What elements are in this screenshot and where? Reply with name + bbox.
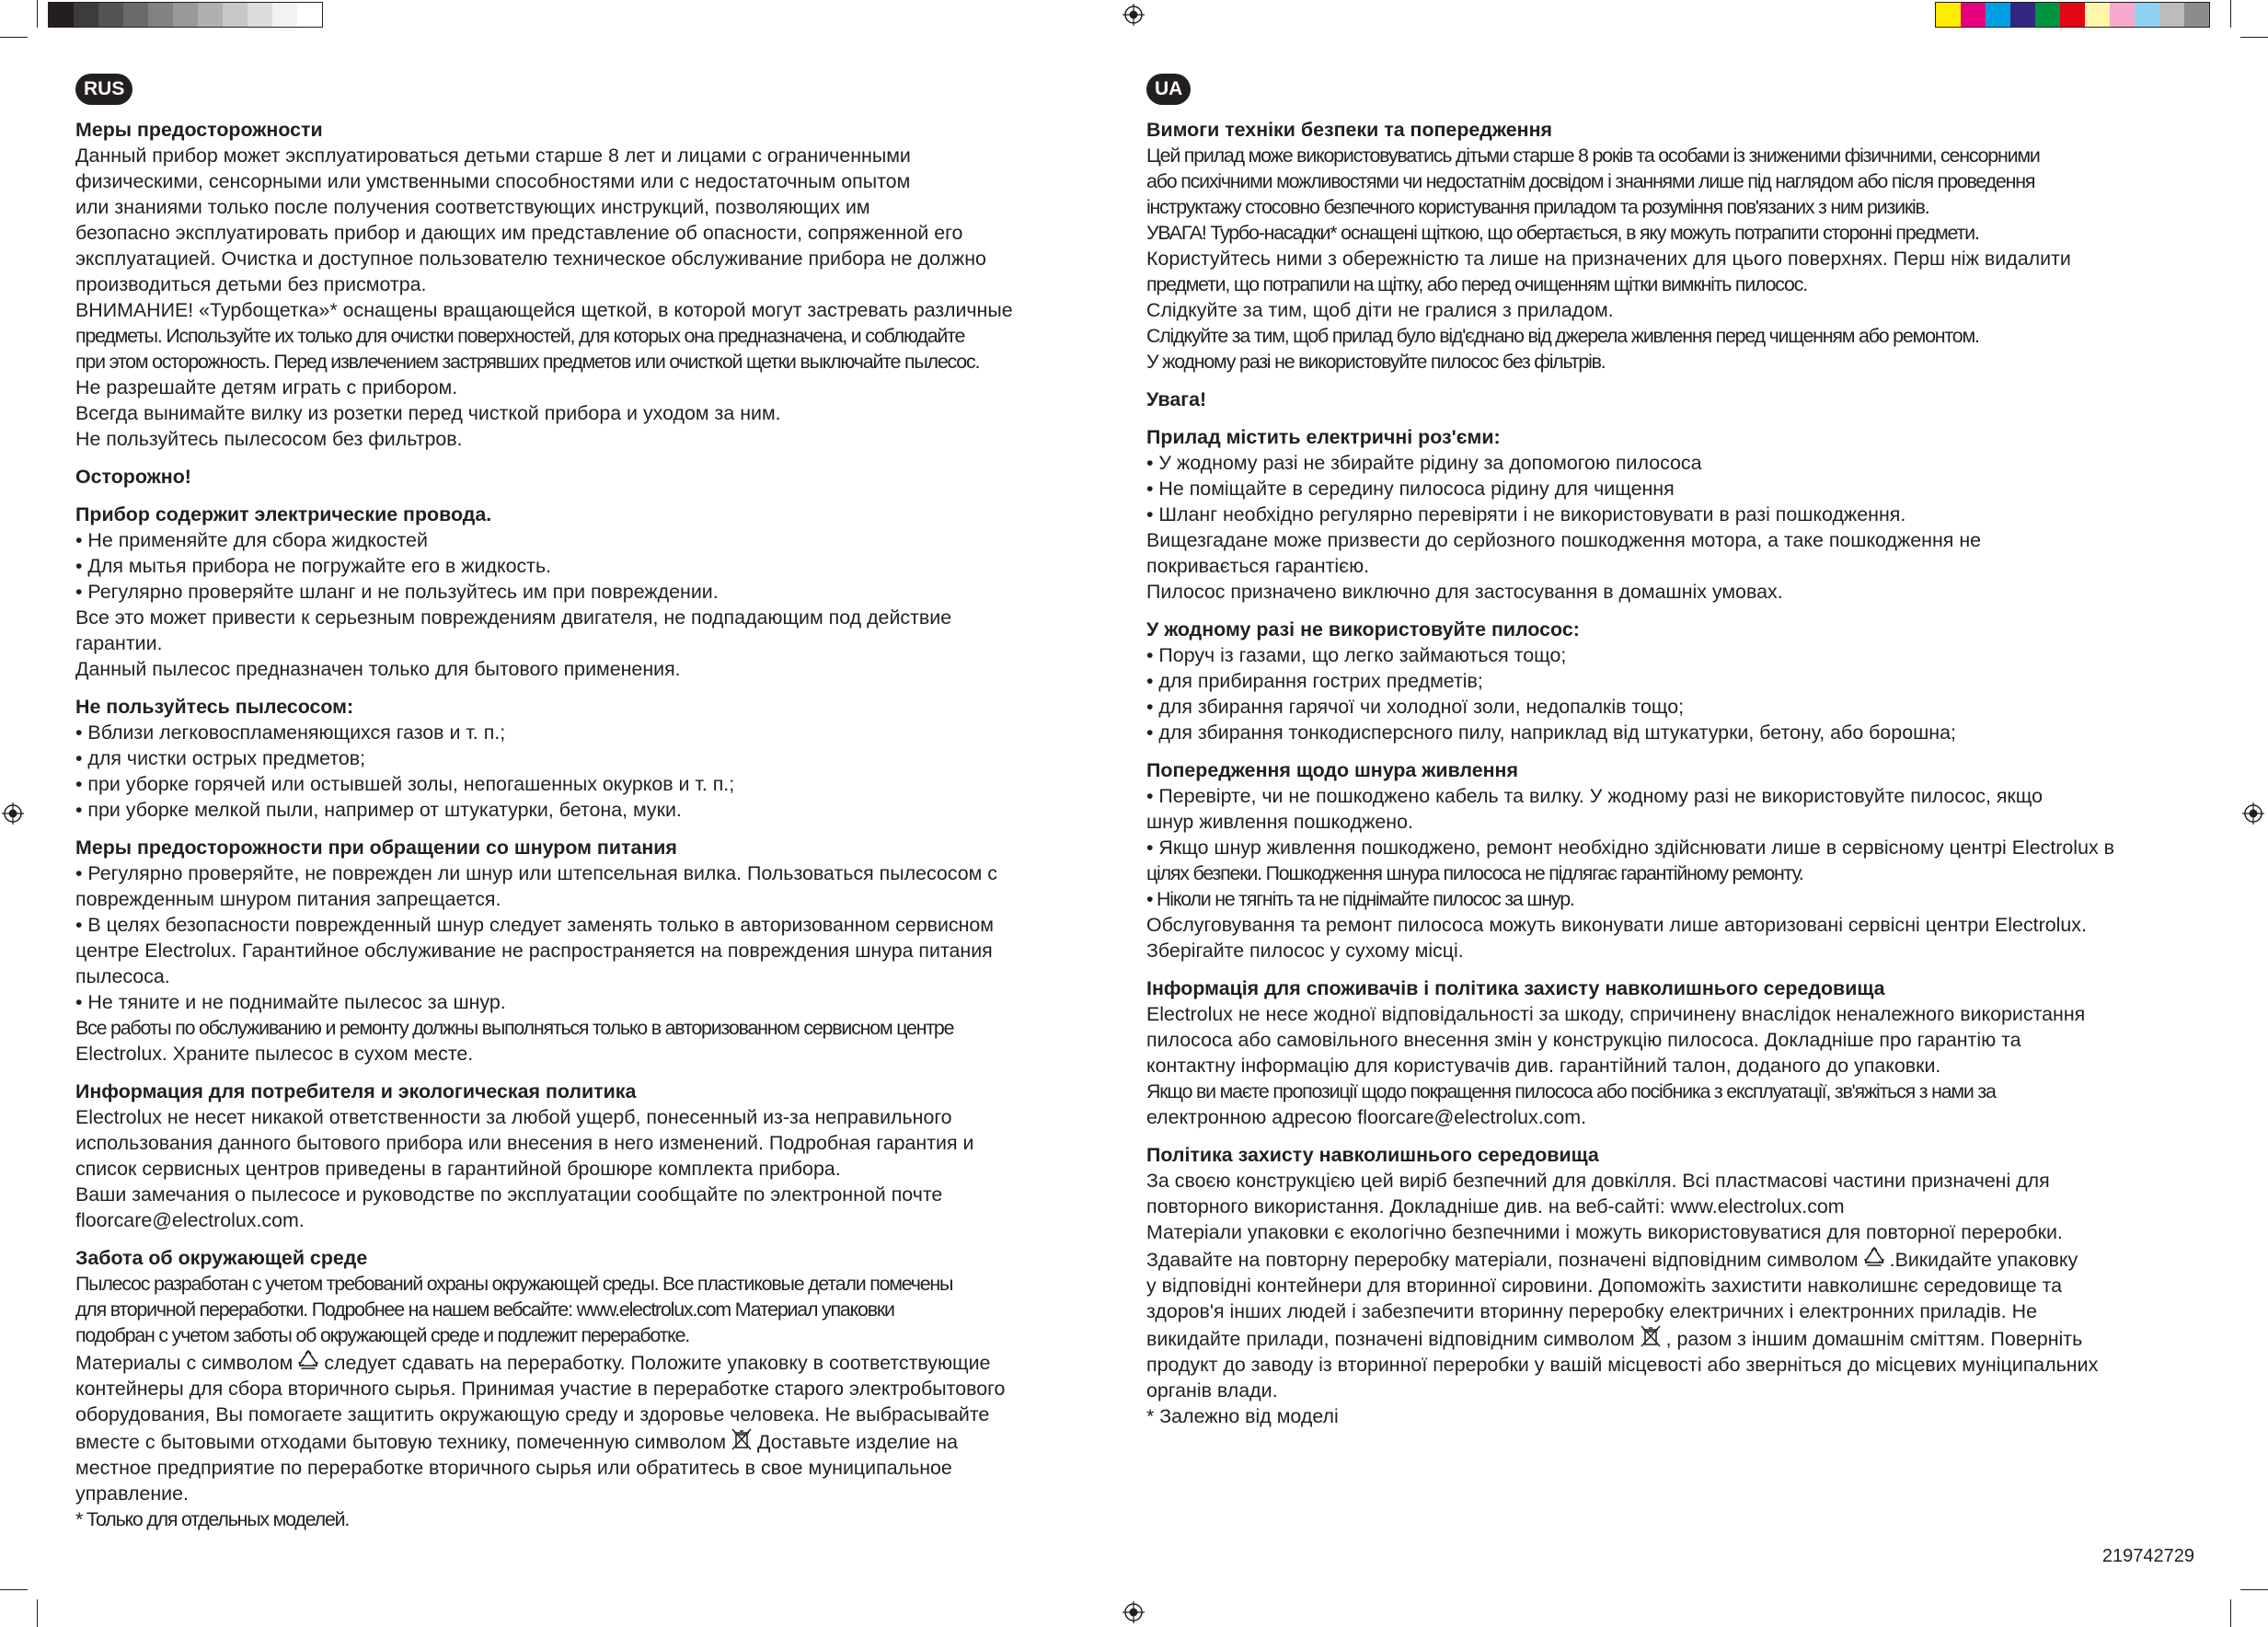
line-text: гарантии. [75, 632, 163, 654]
line-text: центре Electrolux. Гарантийное обслуживание не распространяется на повреждения шнура питания [75, 940, 993, 962]
color-swatch [198, 3, 223, 27]
line-text-continued: Доставьте изделие на [757, 1431, 958, 1453]
text-line [1146, 1245, 2195, 1273]
color-swatch [1936, 3, 1961, 27]
color-swatch [173, 3, 198, 27]
text-line [1146, 1219, 2195, 1245]
text-line [75, 1481, 1124, 1506]
line-text: Прилад містить електричні роз'єми: [1146, 426, 1501, 448]
line-text: Всегда вынимайте вилку из розетки перед чисткой прибора и уходом за ним. [75, 402, 781, 424]
text-line [1146, 476, 2195, 502]
line-text: Не пользуйтесь пылесосом без фильтров. [75, 428, 463, 450]
color-swatch [248, 3, 272, 27]
section-heading [1146, 387, 2195, 412]
text-line [75, 426, 1124, 452]
line-text: • Вблизи легковоспламеняющихся газов и т. п.; [75, 721, 506, 744]
ua-column [1146, 74, 2195, 1429]
line-text: Все работы по обслуживанию и ремонту должны выполняться только в авторизованном сервисном центре [75, 1017, 954, 1039]
text-line [75, 860, 1124, 886]
text-line [1146, 323, 2195, 349]
line-text: * Только для отдельных моделей. [75, 1508, 350, 1530]
line-text: • У жодному разі не збирайте рідину за допомогою пилососа [1146, 452, 1702, 474]
line-text: органів влади. [1146, 1379, 1278, 1402]
text-line [1146, 297, 2195, 323]
line-text: Цей прилад може використовуватись дітьми старше 8 років та особами із зниженими фізичними, сенсорними [1146, 144, 2040, 167]
line-text: • Не тяните и не поднимайте пылесос за шнур. [75, 991, 506, 1013]
line-text: местное предприятие по переработке вторичного сырья или обратитесь в свое муниципальное [75, 1457, 952, 1479]
text-line [75, 938, 1124, 964]
line-text: здоров'я інших людей і забезпечити вторинну переробку електричних і електронних приладів. Не [1146, 1300, 2037, 1322]
registration-mark-icon [1122, 4, 1145, 26]
line-text: Electrolux не несе жодної відповідальності за шкоду, спричинену внаслідок неналежного використання [1146, 1003, 2086, 1025]
line-text: Меры предосторожности при обращении со шнуром питания [75, 837, 677, 859]
text-line [1146, 1168, 2195, 1194]
color-swatch [1961, 3, 1986, 27]
text-line [75, 1041, 1124, 1067]
text-line [1146, 271, 2195, 297]
line-text: управление. [75, 1483, 189, 1505]
text-line [1146, 912, 2195, 938]
text-line [1146, 1273, 2195, 1298]
text-line [1146, 1352, 2195, 1378]
text-line [75, 1130, 1124, 1156]
line-text: Здавайте на повторну переробку матеріали, позначені відповідним символом [1146, 1249, 1859, 1271]
line-text: У жодному разі не використовуйте пилосос: [1146, 618, 1580, 640]
line-text: подобран с учетом заботы об окружающей среде и подлежит переработке. [75, 1324, 690, 1346]
crop-mark [0, 37, 28, 38]
text-line [75, 349, 1124, 375]
text-line [1146, 502, 2195, 527]
section-heading [75, 835, 1124, 860]
text-line [75, 912, 1124, 938]
line-text: викидайте прилади, позначені відповідним символом [1146, 1328, 1635, 1350]
text-line [1146, 579, 2195, 605]
line-text: • при уборке мелкой пыли, например от штукатурки, бетона, муки. [75, 799, 682, 821]
line-text: або психічними можливостями чи недостатнім досвідом і знаннями лише під наглядом або після проведення [1146, 170, 2035, 192]
text-line [75, 1015, 1124, 1041]
registration-mark-icon [2242, 802, 2264, 825]
line-text: • для чистки острых предметов; [75, 747, 366, 769]
language-badge-rus: RUS [75, 74, 132, 105]
crop-mark [2240, 1589, 2268, 1590]
line-text: Данный прибор может эксплуатироваться детьми старше 8 лет и лицами с ограниченными [75, 144, 911, 167]
line-text: Політика захисту навколишнього середовища [1146, 1144, 1599, 1166]
color-swatch [2110, 3, 2135, 27]
line-text: Меры предосторожности [75, 119, 323, 141]
section-heading [1146, 975, 2195, 1001]
text-line [1146, 450, 2195, 476]
crop-mark [37, 1599, 38, 1627]
line-text: пилососа або самовільного внесення змін у конструкцію пилососа. Докладніше про гарантію та [1146, 1029, 2021, 1051]
text-line [1146, 1053, 2195, 1079]
text-line [75, 246, 1124, 271]
text-line [1146, 809, 2195, 835]
line-text: Вищезгадане може призвести до серйозного пошкодження мотора, а таке пошкодження не [1146, 529, 1982, 551]
text-line [1146, 553, 2195, 579]
color-swatch [2085, 3, 2110, 27]
color-swatch [297, 3, 322, 27]
text-line [1146, 527, 2195, 553]
section-heading [75, 1079, 1124, 1104]
crop-mark [2230, 0, 2231, 28]
rus-text-body [75, 117, 1124, 1532]
color-swatch [74, 3, 98, 27]
line-text: производиться детьми без присмотра. [75, 273, 427, 295]
rus-column [75, 74, 1124, 1532]
line-text: Не пользуйтесь пылесосом: [75, 696, 354, 718]
line-text: Зберігайте пилосос у сухому місці. [1146, 940, 1464, 962]
line-text: Увага! [1146, 388, 1207, 410]
text-line [75, 1427, 1124, 1455]
line-text: продукт до заводу із вторинної переробки у вашій місцевості або зверніться до місцевих муніципальних [1146, 1354, 2099, 1376]
text-line [1146, 835, 2195, 860]
line-text: • Поруч із газами, що легко займаються тощо; [1146, 644, 1567, 666]
text-line [75, 1156, 1124, 1182]
crossed-bin-icon [730, 1427, 754, 1451]
crop-mark [37, 0, 38, 28]
text-line [1146, 1403, 2195, 1429]
text-line [1146, 220, 2195, 246]
line-text: эксплуатацией. Очистка и доступное пользователю техническое обслуживание прибора не должно [75, 248, 986, 270]
line-text: У жодному разі не використовуйте пилосос без фільтрів. [1146, 351, 1606, 373]
line-text: • В целях безопасности поврежденный шнур следует заменять только в авторизованном сервисном [75, 914, 995, 936]
text-line [75, 168, 1124, 194]
color-swatch [49, 3, 74, 27]
line-text: Electrolux. Храните пылесос в сухом месте. [75, 1043, 474, 1065]
line-text: Слідкуйте за тим, щоб діти не гралися з приладом. [1146, 299, 1614, 321]
line-text: цілях безпеки. Пошкодження шнура пилососа не підлягає гарантійному ремонту. [1146, 862, 1803, 884]
line-text: Якщо ви маєте пропозиції щодо покращення пилососа або посібника з експлуатації, зв'яжіться з нами за [1146, 1080, 1996, 1102]
line-text: предметы. Используйте их только для очистки поверхностей, для которых она предназначена, и соблюдайте [75, 325, 965, 347]
section-heading [75, 1245, 1124, 1271]
line-text: Вимоги техніки безпеки та попередження [1146, 119, 1552, 141]
text-line [1146, 1079, 2195, 1104]
text-line [1146, 860, 2195, 886]
section-heading [1146, 424, 2195, 450]
text-line [75, 630, 1124, 656]
line-text: Информация для потребителя и экологическая политика [75, 1080, 637, 1102]
line-text: • Для мытья прибора не погружайте его в жидкость. [75, 555, 552, 577]
line-text: • для прибирання гострих предметів; [1146, 670, 1483, 692]
line-text-continued: .Викидайте упаковку [1889, 1249, 2078, 1271]
text-line [1146, 1001, 2195, 1027]
recycle-icon [296, 1348, 320, 1372]
line-text: оборудования, Вы помогаете защитить окружающую среду и здоровье человека. Не выбрасывайте [75, 1403, 990, 1425]
text-line [75, 1104, 1124, 1130]
recycle-icon [1862, 1245, 1886, 1269]
text-line [1146, 1298, 2195, 1324]
crop-mark [0, 1589, 28, 1590]
text-line [75, 1402, 1124, 1427]
text-line [75, 797, 1124, 823]
line-text: • Не поміщайте в середину пилососа рідину для чищення [1146, 478, 1675, 500]
line-text: • для збирання гарячої чи холодної золи, недопалків тощо; [1146, 696, 1685, 718]
text-line [75, 771, 1124, 797]
text-line [75, 1455, 1124, 1481]
line-text: или знаниями только после получения соответствующих инструкций, позволяющих им [75, 196, 870, 218]
text-line [75, 400, 1124, 426]
text-line [1146, 168, 2195, 194]
line-text: безопасно эксплуатировать прибор и дающих им представление об опасности, сопряженной его [75, 222, 963, 244]
section-heading [1146, 617, 2195, 642]
text-line [75, 553, 1124, 579]
line-text: контейнеры для сбора вторичного сырья. Принимая участие в переработке старого электробытового [75, 1378, 1006, 1400]
line-text: • Перевірте, чи не пошкоджено кабель та вилку. У жодному разі не використовуйте пилосос, якщо [1146, 785, 2044, 807]
color-swatch [2135, 3, 2159, 27]
section-heading [75, 464, 1124, 490]
text-line [75, 964, 1124, 989]
line-text: повторного використання. Докладніше див. на веб-сайті: www.electrolux.com [1146, 1195, 1845, 1217]
line-text: использования данного бытового прибора или внесения в него изменений. Подробная гарантия и [75, 1132, 974, 1154]
line-text: • Ніколи не тягніть та не піднімайте пилосос за шнур. [1146, 888, 1574, 910]
text-line [1146, 694, 2195, 720]
registration-mark-icon [1122, 1601, 1145, 1623]
line-text: • при уборке горячей или остывшей золы, непогашенных окурков и т. п.; [75, 773, 735, 795]
text-line [1146, 1027, 2195, 1053]
line-text: Матеріали упаковки є екологічно безпечними і можуть використовуватися для повторної переробки. [1146, 1221, 2063, 1243]
line-text: • Регулярно проверяйте шланг и не пользуйтесь им при повреждении. [75, 581, 719, 603]
text-line [1146, 642, 2195, 668]
text-line [75, 745, 1124, 771]
text-line [75, 1182, 1124, 1207]
text-line [75, 271, 1124, 297]
line-text: пылесоса. [75, 965, 170, 987]
line-text: інструктажу стосовно безпечного користування приладом та розуміння пов'язаних з ним ризиків. [1146, 196, 1929, 218]
text-line [75, 194, 1124, 220]
registration-mark-icon [2, 802, 24, 825]
line-text: Інформація для споживачів і політика захисту навколишнього середовища [1146, 977, 1885, 999]
text-line [1146, 668, 2195, 694]
process-color-bar [1935, 2, 2210, 28]
text-line [1146, 1324, 2195, 1352]
text-line [75, 1271, 1124, 1297]
line-text: Прибор содержит электрические провода. [75, 503, 492, 525]
line-text: контактну інформацію для користувачів див. гарантійний талон, доданого до упаковки. [1146, 1055, 1941, 1077]
color-swatch [2035, 3, 2060, 27]
line-text: Electrolux не несет никакой ответственности за любой ущерб, понесенный из-за неправильного [75, 1106, 952, 1128]
document-code: 219742729 [2101, 1546, 2194, 1566]
text-line [75, 1348, 1124, 1376]
text-line [75, 220, 1124, 246]
line-text: при этом осторожность. Перед извлечением застрявших предметов или очисткой щетки выключайте пылесос. [75, 351, 980, 373]
crop-mark [2240, 37, 2268, 38]
text-line [1146, 886, 2195, 912]
text-line [1146, 349, 2195, 375]
line-text: • Не применяйте для сбора жидкостей [75, 529, 428, 551]
text-line [75, 1297, 1124, 1322]
line-text: floorcare@electrolux.com. [75, 1209, 305, 1231]
section-heading [1146, 1142, 2195, 1168]
line-text: Ваши замечания о пылесосе и руководстве по эксплуатации сообщайте по электронной почте [75, 1183, 943, 1206]
line-text: для вторичной переработки. Подробнее на нашем вебсайте: www.electrolux.com Материал упаковки [75, 1298, 894, 1321]
text-line [75, 1506, 1124, 1532]
text-line [1146, 1378, 2195, 1403]
line-text: Пилосос призначено виключно для застосування в домашніх умовах. [1146, 581, 1783, 603]
text-line [1146, 938, 2195, 964]
line-text-continued: следует сдавать на переработку. Положите упаковку в соответствующие [324, 1352, 991, 1374]
line-text: у відповідні контейнери для вторинної сировини. Допоможіть захистити навколишнє середовище та [1146, 1275, 2063, 1297]
line-text: Данный пылесос предназначен только для бытового применения. [75, 658, 681, 680]
text-line [1146, 194, 2195, 220]
text-line [75, 1376, 1124, 1402]
line-text: Не разрешайте детям играть с прибором. [75, 376, 458, 398]
text-line [75, 143, 1124, 168]
line-text: електронною адресою floorcare@electrolux.com. [1146, 1106, 1587, 1128]
color-swatch [2184, 3, 2209, 27]
line-text: Забота об окружающей среде [75, 1247, 368, 1269]
line-text: Материалы с символом [75, 1352, 294, 1374]
text-line [75, 1207, 1124, 1233]
line-text: Пылесос разработан с учетом требований охраны окружающей среды. Все пластиковые детали помечены [75, 1273, 953, 1295]
text-line [1146, 1194, 2195, 1219]
text-line [75, 656, 1124, 682]
line-text: шнур живлення пошкоджено. [1146, 811, 1413, 833]
line-text-continued: , разом з іншим домашнім сміттям. Поверніть [1665, 1328, 2083, 1350]
color-swatch [1986, 3, 2010, 27]
text-line [75, 886, 1124, 912]
text-line [75, 527, 1124, 553]
line-text: физическими, сенсорными или умственными способностями или с недостаточным опытом [75, 170, 911, 192]
color-swatch [2060, 3, 2085, 27]
line-text: вместе с бытовыми отходами бытовую технику, помеченную символом [75, 1431, 727, 1453]
text-line [75, 323, 1124, 349]
line-text: Обслуговування та ремонт пилососа можуть виконувати лише авторизовані сервісні центри Electrolux. [1146, 914, 2087, 936]
line-text: • Якщо шнур живлення пошкоджено, ремонт необхідно здійснювати лише в сервісному центрі Electrolux в [1146, 837, 2114, 859]
crop-mark [2230, 1599, 2231, 1627]
line-text: • Регулярно проверяйте, не поврежден ли шнур или штепсельная вилка. Пользоваться пылесосом с [75, 862, 997, 884]
section-heading [75, 117, 1124, 143]
ua-text-body [1146, 117, 2195, 1429]
line-text: УВАГА! Турбо-насадки* оснащені щіткою, що обертається, в яку можуть потрапити сторонні предмети. [1146, 222, 1979, 244]
line-text: покривається гарантією. [1146, 555, 1370, 577]
language-badge-ua: UA [1146, 74, 1191, 105]
line-text: Користуйтесь ними з обережністю та лише на призначених для цього поверхнях. Перш ніж видалити [1146, 248, 2071, 270]
section-heading [1146, 117, 2195, 143]
text-line [1146, 1104, 2195, 1130]
crossed-bin-icon [1639, 1324, 1663, 1348]
color-swatch [148, 3, 173, 27]
line-text: • для збирання тонкодисперсного пилу, наприклад від штукатурки, бетону, або борошна; [1146, 721, 1956, 744]
line-text: список сервисных центров приведены в гарантийной брошюре комплекта прибора. [75, 1158, 841, 1180]
text-line [75, 375, 1124, 400]
text-line [75, 1322, 1124, 1348]
text-line [1146, 720, 2195, 745]
line-text: Все это может привести к серьезным повреждениям двигателя, не подпадающим под действие [75, 606, 952, 629]
line-text: За своєю конструкцією цей виріб безпечний для довкілля. Всі пластмасові частини призначені для [1146, 1170, 2050, 1192]
line-text: * Залежно від моделі [1146, 1405, 1339, 1427]
color-swatch [98, 3, 123, 27]
text-line [1146, 783, 2195, 809]
color-swatch [272, 3, 297, 27]
line-text: • Шланг необхідно регулярно перевіряти і не використовувати в разі пошкодження. [1146, 503, 1906, 525]
line-text: поврежденным шнуром питания запрещается. [75, 888, 501, 910]
color-swatch [223, 3, 248, 27]
line-text: Осторожно! [75, 466, 191, 488]
line-text: Попередження щодо шнура живлення [1146, 759, 1518, 781]
section-heading [75, 502, 1124, 527]
color-swatch [2159, 3, 2184, 27]
text-line [75, 297, 1124, 323]
color-swatch [2010, 3, 2035, 27]
line-text: ВНИМАНИЕ! «Турбощетка»* оснащены вращающейся щеткой, в которой могут застревать различные [75, 299, 1013, 321]
section-heading [75, 694, 1124, 720]
text-line [1146, 246, 2195, 271]
line-text: Слідкуйте за тим, щоб прилад було від'єднано від джерела живлення перед чищенням або ремонтом. [1146, 325, 1979, 347]
section-heading [1146, 757, 2195, 783]
text-line [1146, 143, 2195, 168]
text-line [75, 605, 1124, 630]
text-line [75, 989, 1124, 1015]
color-swatch [123, 3, 148, 27]
text-line [75, 579, 1124, 605]
line-text: предмети, що потрапили на щітку, або перед очищенням щітки вимкніть пилосос. [1146, 273, 1807, 295]
grayscale-color-bar [48, 2, 323, 28]
text-line [75, 720, 1124, 745]
